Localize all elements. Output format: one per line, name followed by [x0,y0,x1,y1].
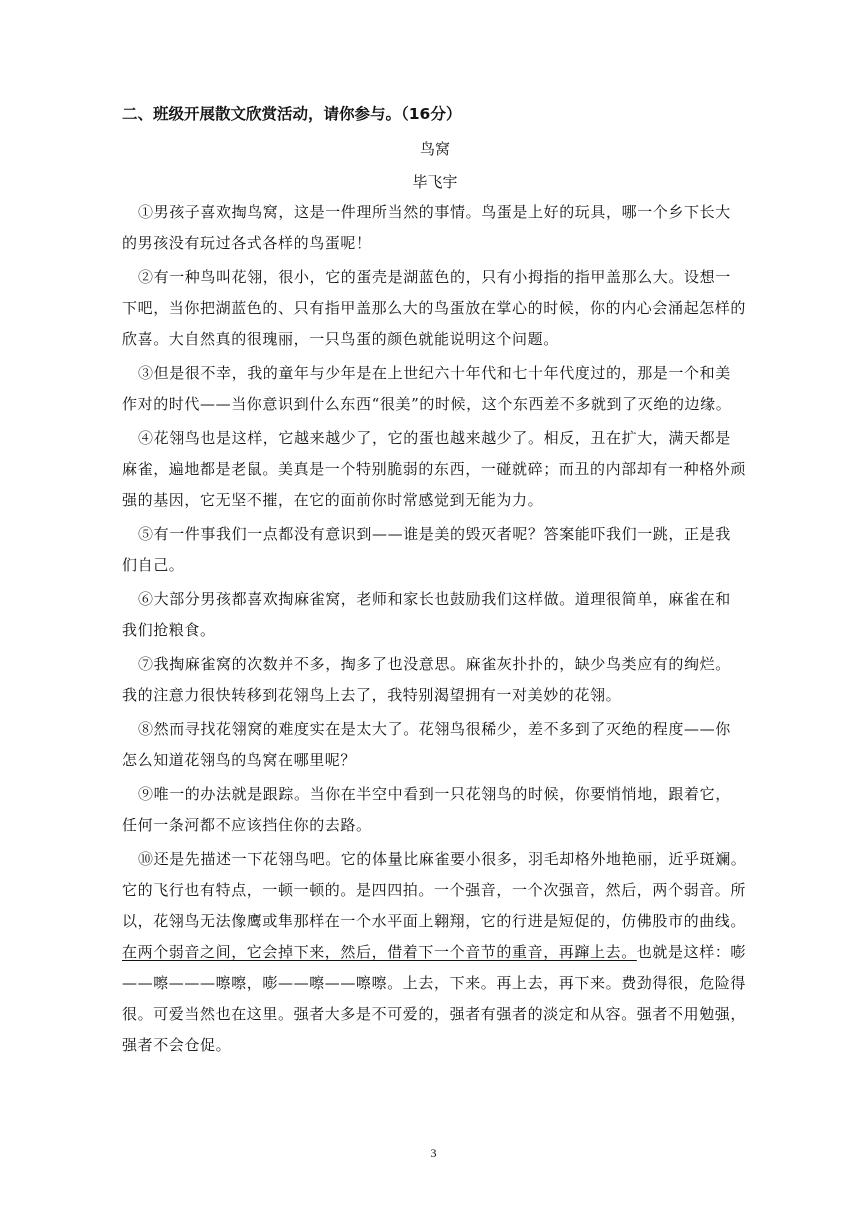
paragraph-line: 作对的时代——当你意识到什么东西“很美”的时候，这个东西差不多就到了灭绝的边缘。 [122,395,732,413]
paragraph-line: 以，花翎鸟无法像鹰或隼那样在一个水平面上翱翔，它的行进是短促的，仿佛股市的曲线。 [122,912,747,930]
paragraph-line: 麻雀，遍地都是老鼠。美真是一个特别脆弱的东西，一碰就碎；而丑的内部却有一种格外顽 [122,460,747,478]
paragraph-3 [122,358,748,420]
paragraph-line: ⑥大部分男孩都喜欢掏麻雀窝，老师和家长也鼓励我们这样做。道理很简单，麻雀在和 [138,590,731,608]
paragraph-line: ⑦我掏麻雀窝的次数并不多，掏多了也没意思。麻雀灰扑扑的，缺少鸟类应有的绚烂。 [138,655,731,673]
paragraph-line: 下吧，当你把湖蓝色的、只有指甲盖那么大的鸟蛋放在掌心的时候，你的内心会涌起怎样的 [122,299,747,317]
page-content [122,102,748,1061]
paragraph-line [122,937,748,968]
paragraph-line: ⑧然而寻找花翎窝的难度实在是太大了。花翎鸟很稀少，差不多到了灭绝的程度——你 [138,720,731,738]
paragraph-7 [122,649,748,711]
paragraph-4 [122,423,748,516]
page-number: 3 [430,1146,437,1160]
paragraph-line: ——嚓———嚓嚓，嘭——嚓——嚓嚓。上去，下来。再上去，再下来。费劲得很，危险得 [122,974,747,992]
paragraph-1 [122,197,748,259]
paragraph-10 [122,844,748,1061]
paragraph-line: ①男孩子喜欢掏鸟窝，这是一件理所当然的事情。鸟蛋是上好的玩具，哪一个乡下长大 [138,203,731,221]
paragraph-line: 的男孩没有玩过各式各样的鸟蛋呢！ [122,234,372,252]
paragraph-2 [122,262,748,355]
paragraph-line: ③但是很不幸，我的童年与少年是在上世纪六十年代和七十年代度过的，那是一个和美 [138,364,731,382]
paragraph-8 [122,714,748,776]
paragraph-5 [122,519,748,581]
paragraph-line: 欣喜。大自然真的很瑰丽，一只鸟蛋的颜色就能说明这个问题。 [122,330,559,348]
article-title: 鸟窝 [419,140,450,158]
paragraph-line: ⑩还是先描述一下花翎鸟吧。它的体量比麻雀要小很多，羽毛却格外地艳丽，近乎斑斓。 [138,850,747,868]
paragraph-line: ④花翎鸟也是这样，它越来越少了，它的蛋也越来越少了。相反，丑在扩大，满天都是 [138,429,731,447]
article-author: 毕飞宇 [412,173,458,191]
sentence-text: 也就是这样：嘭 [636,943,747,961]
paragraph-line: 怎么知道花翎鸟的鸟窝在哪里呢？ [122,751,357,769]
paragraph-line: 我的注意力很快转移到花翎鸟上去了，我特别渴望拥有一对美妙的花翎。 [122,686,622,704]
paragraph-line: ⑤有一件事我们一点都没有意识到——谁是美的毁灭者呢？答案能吓我们一跳，正是我 [138,525,731,543]
paragraph-line: 它的飞行也有特点，一顿一顿的。是四四拍。一个强音，一个次强音，然后，两个弱音。所 [122,881,747,899]
paragraph-line: 强者不会仓促。 [122,1036,232,1054]
paragraph-line: 任何一条河都不应该挡住你的去路。 [122,816,372,834]
paragraph-line: 很。可爱当然也在这里。强者大多是不可爱的，强者有强者的淡定和从容。强者不用勉强， [122,1005,747,1023]
underlined-sentence: 在两个弱音之间，它会掉下来，然后，借着下一个音节的重音，再蹿上去。 [122,943,637,961]
article-body [122,197,748,841]
section-heading: 二、班级开展散文欣赏活动，请你参与。（16分） [122,105,462,123]
paragraph-line: 我们抢粮食。 [122,621,216,639]
paragraph-line: ②有一种鸟叫花翎，很小，它的蛋壳是湖蓝色的，只有小拇指的指甲盖那么大。设想一 [138,268,731,286]
paragraph-9 [122,779,748,841]
paragraph-line: 强的基因，它无坚不摧，在它的面前你时常感觉到无能为力。 [122,491,544,509]
paragraph-line: ⑨唯一的办法就是跟踪。当你在半空中看到一只花翎鸟的时候，你要悄悄地，跟着它， [138,785,731,803]
paragraph-6 [122,584,748,646]
paragraph-line: 们自己。 [122,556,185,574]
